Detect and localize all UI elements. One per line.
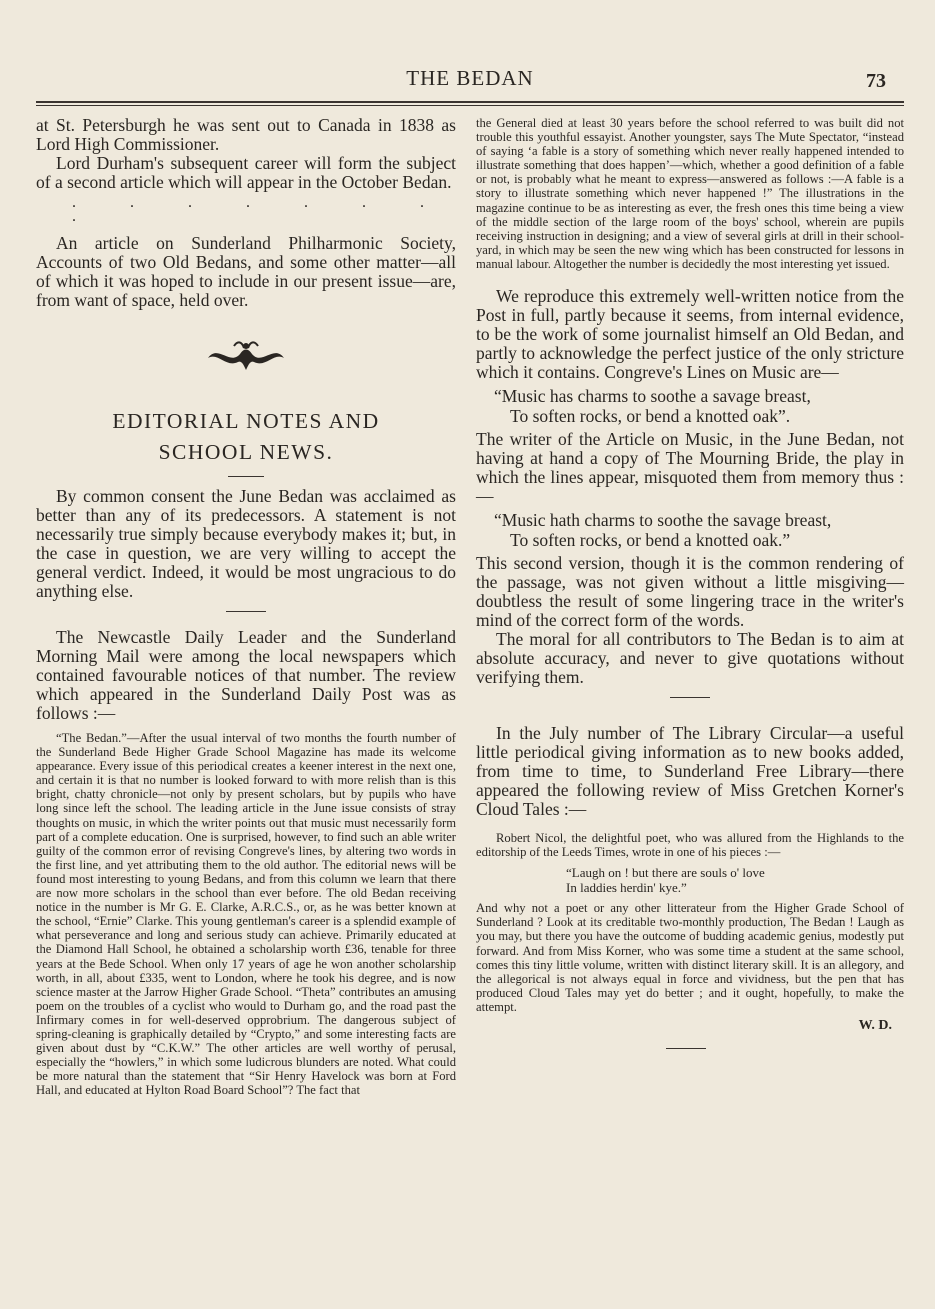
section-heading-line: EDITORIAL NOTES AND <box>112 409 380 433</box>
running-title: THE BEDAN <box>406 66 534 90</box>
page-header <box>36 64 904 94</box>
verse-line: “Laugh on ! but there are souls o' love <box>566 865 765 881</box>
verse-quote <box>566 865 904 895</box>
separator-rule <box>226 611 266 612</box>
right-column <box>476 116 904 1049</box>
verse-quote <box>494 510 904 550</box>
paragraph: The writer of the Article on Music, in the June Bedan, not having at hand a copy of The Mourning Bride, the play in which the lines appear, misquoted them from memory thus :— <box>476 429 904 507</box>
quoted-review: the General died at least 30 years before the school referred to was built did not trouble this youthful essayist. Another youngster, says The Mute Spectator, “instead of saying ‘a fable is a story of something which never really happened intended to illustrate something that does happen’—which, whether a good definition of a fable or not, is probably what he meant to express—answered as follows :—A fable is a story to illustrate something which never happened !” The illustrations in the magazine continue to be as interesting as ever, the fresh ones this time being a view of the middle section of the large room of the boys' school, wherein are pupils receiving instruction in designing; and a view of several girls at drill in their school-yard, in which may be seen the new wing which has been constructed for lessons in manual labour. Altogether the number is decidedly the most interesting yet issued. <box>476 116 904 271</box>
end-rule <box>666 1048 706 1049</box>
separator-rule <box>228 476 264 477</box>
verse-line: “Music has charms to soothe a savage breast, <box>494 386 811 407</box>
verse-line: “Music hath charms to soothe the savage breast, <box>494 510 832 531</box>
signature: W. D. <box>858 1017 892 1033</box>
page-number: 73 <box>866 70 886 92</box>
paragraph: The moral for all contributors to The Bedan is to aim at absolute accuracy, and never to give quotations without verifying them. <box>476 629 904 688</box>
verse-quote <box>494 386 904 426</box>
section-heading-line: SCHOOL NEWS. <box>158 440 334 464</box>
paragraph: We reproduce this extremely well-written notice from the Post in full, partly because it seems, from internal evidence, to be the work of some journalist himself an Old Bedan, and partly to acknowledge the perfect justice of the only stricture which it contains. Congreve's Lines on Music are— <box>476 286 904 383</box>
header-rule <box>36 101 904 106</box>
section-heading <box>36 406 456 468</box>
paragraph: This second version, though it is the common rendering of the passage, was not given without a little misgiving—doubtless the result of some lingering trace in the writer's mind of the correct form of the words. <box>476 553 904 631</box>
separator-rule <box>670 697 710 698</box>
paragraph: By common consent the June Bedan was acclaimed as better than any of its predecessors. A statement is not necessarily true simply because everybody makes it; but, in the case in question, we are very willing to accept the general verdict. Indeed, it would be most ungracious to do anything else. <box>36 486 456 601</box>
verse-line: To soften rocks, or bend a knotted oak”. <box>510 406 791 427</box>
paragraph: In the July number of The Library Circular—a useful little periodical giving information as to new books added, from time to time, to Sunderland Free Library—there appeared the following review of Miss Gretchen Korner's Cloud Tales :— <box>476 723 904 820</box>
section-dots: . . . . . . . . <box>72 194 449 225</box>
left-column <box>36 116 456 1097</box>
quoted-review: Robert Nicol, the delightful poet, who was allured from the Highlands to the editorship of the Leeds Times, wrote in one of his pieces :— <box>476 831 904 860</box>
ornament-icon <box>36 336 456 380</box>
quoted-review: “The Bedan.”—After the usual interval of two months the fourth number of the Sunderland Bede Higher Grade School Magazine has made its welcome appearance. Every issue of this periodical creates a keener interest in the next one, and certain it is that no number is looked forward to with more relish than is this bright, chatty chronicle—not only by present scholars, but by pupils who have long since left the school. The leading article in the June issue consists of stray thoughts on music, in which the writer points out that music must necessarily form part of a complete education. One is surprised, however, to find such an able writer guilty of the common error of revising Congreve's lines, by altering two words in the first line, and yet attributing them to the old author. The editorial news will be found most interesting to young Bedans, and from this column we learn that there are now more scholars in the school than ever before. The old Bedan receiving notice in the number is Mr G. E. Clarke, A.R.C.S., or, as he was better known at the school, “Ernie” Clarke. This young gentleman's career is a splendid example of what perseverance and long and serious study can achieve. Primarily educated at the Diamond Hall School, he obtained a scholarship worth £36, tenable for three years at the Bede School. When only 17 years of age he won another scholarship worth, in all, about £335, went to London, where he took his degree, and is now science master at the Jarrow Higher Grade School. “Theta” contributes an amusing poem on the troubles of a cyclist who would to Durham go, and the road past the Infirmary comes in for well-deserved opprobrium. The dangerous subject of spring-cleaning is graphically detailed by “Crypto,” and some interesting facts are given about dust by “C.K.W.” The other articles are well worthy of perusal, especially the “howlers,” in which some ludicrous blunders are noted. What could be more natural than the statement that “Sir Henry Havelock was born at Ford Hall, and educated at Hylton Road Board School”? The fact that <box>36 731 456 1098</box>
paragraph: The Newcastle Daily Leader and the Sunderland Morning Mail were among the local newspapers which contained favourable notices of that number. The review which appeared in the Sunderland Daily Post was as follows :— <box>36 627 456 723</box>
verse-line: To soften rocks, or bend a knotted oak.” <box>510 530 791 551</box>
paragraph: An article on Sunderland Philharmonic Society, Accounts of two Old Bedans, and some other matter—all of which it was hoped to include in our present issue—are, from want of space, held over. <box>36 233 456 310</box>
quoted-review: And why not a poet or any other litterateur from the Higher Grade School of Sunderland ? Look at its creditable two-monthly production, The Bedan ! Laugh as you may, but there you have the outcome of budding academic genius, modestly put forward. And from Miss Korner, who was some time a student at the same school, comes this tiny little volume, written with distinct literary skill. It is an allegory, and the allegorical is not always equal in force and vividness, but the pen that has produced Cloud Tales may yet do better ; and it ought, hopefully, to make the attempt. <box>476 901 904 1014</box>
paragraph: at St. Petersburgh he was sent out to Canada in 1838 as Lord High Commissioner. <box>36 115 456 154</box>
paragraph: Lord Durham's subsequent career will form the subject of a second article which will appear in the October Bedan. <box>36 153 456 192</box>
verse-line: In laddies herdin' kye.” <box>566 880 687 896</box>
